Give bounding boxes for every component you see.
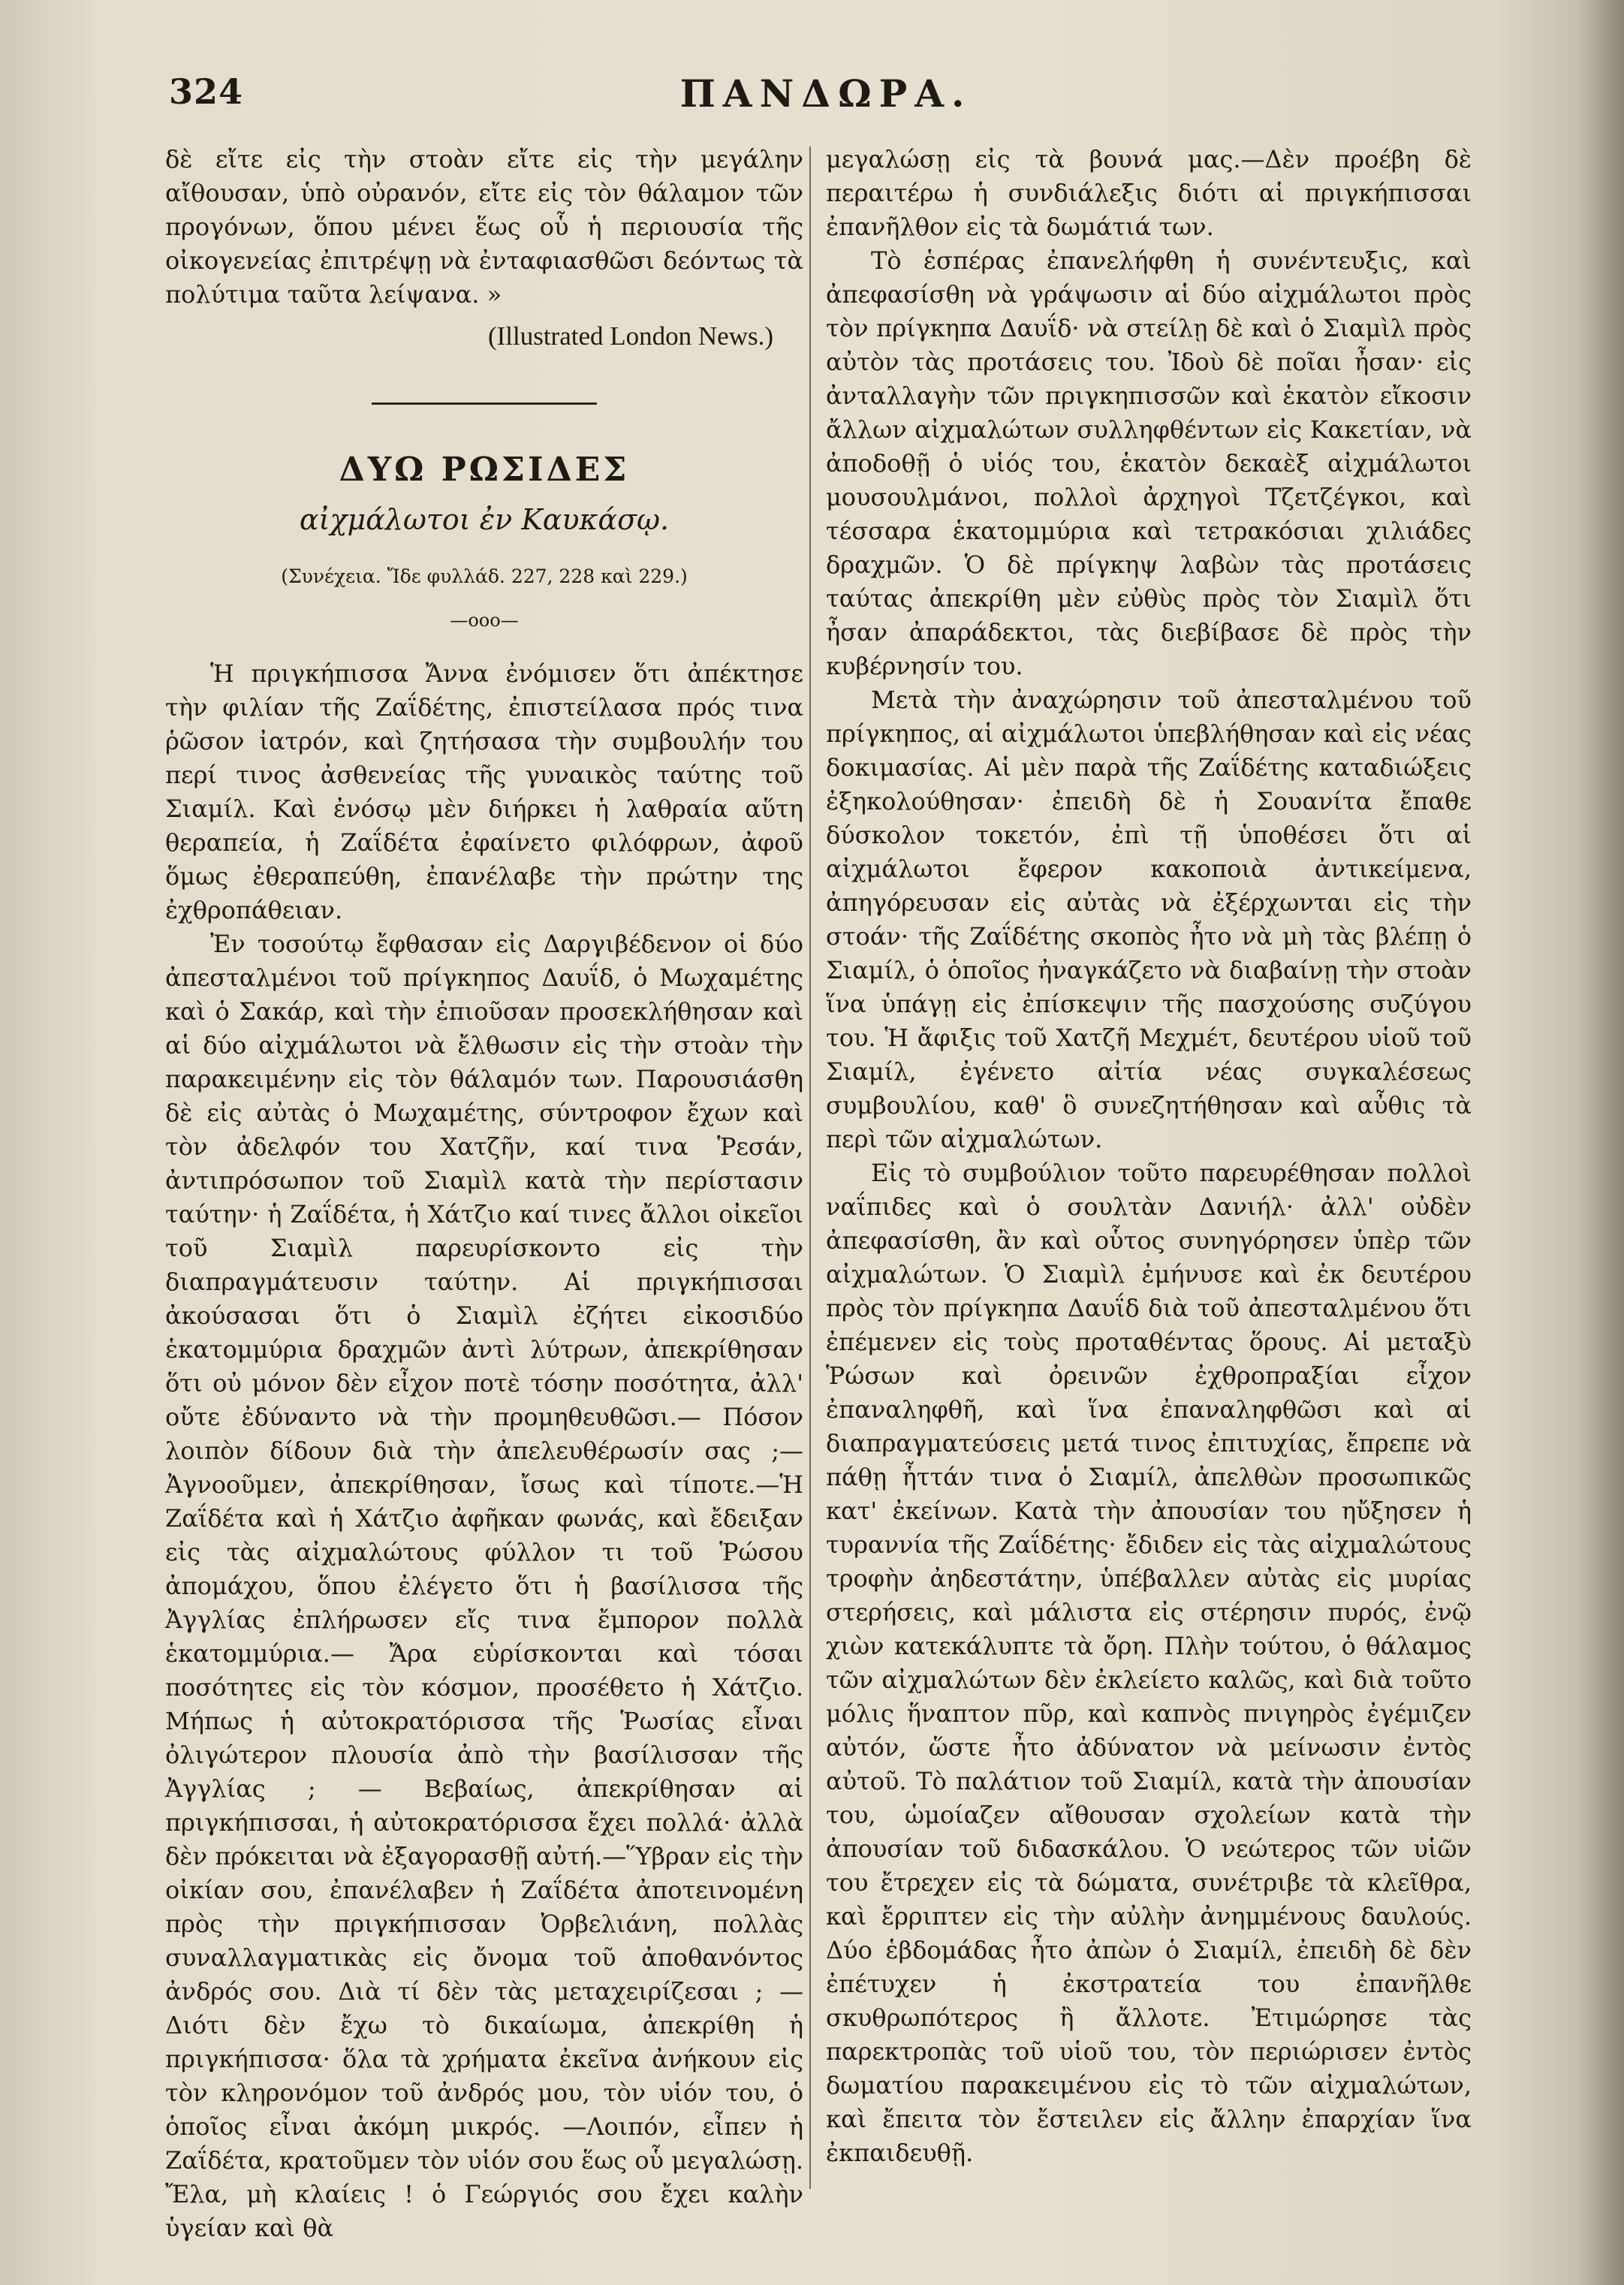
body-paragraph: Τὸ ἑσπέρας ἐπανελήφθη ἡ συνέντευξις, καὶ ἀπεφασίσθη νὰ γράψωσιν αἱ δύο αἰχμάλωτοι πρὸς τὸν πρίγκηπα Δαυΐδ· νὰ στείλῃ δὲ καὶ ὁ Σιαμὶλ πρὸς αὐτὸν τὰς προτάσεις του. Ἰδοὺ δὲ ποῖαι ἦσαν· εἰς ἀνταλλαγὴν τῶν πριγκηπισσῶν καὶ ἑκατὸν εἴκοσιν ἄλλων αἰχμαλώτων συλληφθέντων εἰς Κακετίαν, νὰ ἀποδοθῇ ὁ υἱός του, ἑκατὸν δεκαὲξ αἰχμάλωτοι μουσουλμάνοι, πολλοὶ ἀρχηγοὶ Τζετζέγκοι, καὶ τέσσαρα ἑκατομμύρια καὶ τετρακόσιαι χιλιάδες δραχμῶν. Ὁ δὲ πρίγκηψ λαβὼν τὰς προτάσεις ταύτας ἀπεκρίθη μὲν εὐθὺς πρὸς τὸν Σιαμὶλ ὅτι ἦσαν ἀπαράδεκτοι, τὰς διεβίβασε δὲ πρὸς τὴν κυβέρνησίν του. xyxy=(826,246,1472,680)
journal-title: ΠΑΝΔΩΡΑ. xyxy=(679,71,972,116)
body-paragraph: Εἰς τὸ συμβούλιον τοῦτο παρευρέθησαν πολλοὶ ναΐπιδες καὶ ὁ σουλτὰν Δανιήλ· ἀλλ' οὐδὲν ἀπεφασίσθη, ἂν καὶ οὗτος συνηγόρησεν ὑπὲρ τῶν αἰχμαλώτων. Ὁ Σιαμὶλ ἐμήνυσε καὶ ἐκ δευτέρου πρὸς τὸν πρίγκηπα Δαυΐδ διὰ τοῦ ἀπεσταλμένου ὅτι ἐπέμενεν εἰς τοὺς προταθέντας ὅρους. Αἱ μεταξὺ Ῥώσων καὶ ὀρεινῶν ἐχθροπραξίαι εἶχον ἐπαναληφθῆ, καὶ ἵνα ἐπαναληφθῶσι καὶ αἱ διαπραγματεύσεις μετά τινος ἐπιτυχίας, ἔπρεπε νὰ πάθῃ ἧττάν τινα ὁ Σιαμίλ, ἀπελθὼν προσωπικῶς κατ' ἐκείνων. Κατὰ τὴν ἀπουσίαν του ηὔξησεν ἡ τυραννία τῆς Ζαΐδέτης· ἔδιδεν εἰς τὰς αἰχμαλώτους τροφὴν ἀηδεστάτην, ὑπέβαλλεν αὐτὰς εἰς μυρίας στερήσεις, καὶ μάλιστα εἰς στέρησιν πυρός, ἐνῷ χιὼν κατεκάλυπτε τὰ ὄρη. Πλὴν τούτου, ὁ θάλαμος τῶν αἰχμαλώτων δὲν ἐκλείετο καλῶς, καὶ διὰ τοῦτο μόλις ἥναπτον πῦρ, καὶ καπνὸς πνιγηρὸς ἐγέμιζεν αὐτόν, ὥστε ἦτο ἀδύνατον νὰ μείνωσιν ἐντὸς αὐτοῦ. Τὸ παλάτιον τοῦ Σιαμίλ, κατὰ τὴν ἀπουσίαν του, ὡμοίαζεν αἴθουσαν σχολείων κατὰ τὴν ἀπουσίαν τοῦ διδασκάλου. Ὁ νεώτερος τῶν υἱῶν του ἔτρεχεν εἰς τὰ δώματα, συνέτριβε τὰ κλεῖθρα, καὶ ἔρριπτεν εἰς τὴν αὐλὴν ἀνημμένους δαυλούς. Δύο ἑβδομάδας ἦτο ἀπὼν ὁ Σιαμίλ, ἐπειδὴ δὲ δὲν ἐπέτυχεν ἡ ἐκστρατεία του ἐπανῆλθε σκυθρωπότερος ἢ ἄλλοτε. Ἐτιμώρησε τὰς παρεκτροπὰς τοῦ υἱοῦ του, τὸν περιώρισεν ἐντὸς δωματίου παρακειμένου εἰς τὸ τῶν αἰχμαλώτων, καὶ ἔπειτα τὸν ἔστειλεν εἰς ἄλλην ἐπαρχίαν ἵνα ἐκπαιδευθῇ. xyxy=(826,1159,1472,2167)
running-head xyxy=(169,71,1483,124)
column-rule xyxy=(809,146,811,2189)
continuation-note: (Συνέχεια. Ἴδε φυλλάδ. 227, 228 καὶ 229.) xyxy=(281,565,688,587)
article-title: ΔΥΩ ΡΩΣΙΔΕΣ xyxy=(339,451,630,489)
body-paragraph: μεγαλώσῃ εἰς τὰ βουνά μας.—Δὲν προέβη δὲ περαιτέρω ἡ συνδιάλεξις διότι αἱ πριγκήπισσαι ἐπανῆλθον εἰς τὰ δωμάτιά των. xyxy=(826,145,1472,241)
section-divider xyxy=(372,402,597,405)
body-paragraph: Ἡ πριγκήπισσα Ἄννα ἐνόμισεν ὅτι ἀπέκτησε τὴν φιλίαν τῆς Ζαΐδέτης, ἐπιστείλασα πρός τινα ῥῶσον ἰατρόν, καὶ ζητήσασα τὴν συμβουλήν του περί τινος ἀσθενείας τῆς γυναικὸς ταύτης τοῦ Σιαμίλ. Καὶ ἐνόσῳ μὲν διήρκει ἡ λαθραία αὕτη θεραπεία, ἡ Ζαΐδέτα ἐφαίνετο φιλόφρων, ἀφοῦ ὅμως ἐθεραπεύθη, ἐπανέλαβε τὴν πρώτην της ἐχθροπάθειαν. xyxy=(165,659,803,924)
page-number: 324 xyxy=(169,71,244,112)
opening-paragraph: δὲ εἴτε εἰς τὴν στοὰν εἴτε εἰς τὴν μεγάλην αἴθουσαν, ὑπὸ οὐρανόν, εἴτε εἰς τὸν θάλαμον τῶν προγόνων, ὅπου μένει ἕως οὗ ἡ περιουσία τῆς οἰκογενείας ἐπιτρέψῃ νὰ ἐνταφιασθῶσι δεόντως τὰ πολύτιμα ταῦτα λείψανα. » xyxy=(165,145,803,309)
article-subtitle: αἰχμάλωτοι ἐν Καυκάσῳ. xyxy=(299,503,670,536)
body-paragraph: Μετὰ τὴν ἀναχώρησιν τοῦ ἀπεσταλμένου τοῦ πρίγκηπος, αἱ αἰχμάλωτοι ὑπεβλήθησαν καὶ εἰς νέας δοκιμασίας. Αἱ μὲν παρὰ τῆς Ζαΐδέτης καταδιώξεις ἐξηκολούθησαν· ἐπειδὴ δὲ ἡ Σουανίτα ἔπαθε δύσκολον τοκετόν, ἐπὶ τῇ ὑποθέσει ὅτι αἱ αἰχμάλωτοι ἔφερον κακοποιὰ ἀντικείμενα, ἀπηγόρευσαν εἰς αὐτὰς νὰ ἐξέρχωνται εἰς τὴν στοάν· τῆς Ζαΐδέτης σκοπὸς ἦτο νὰ μὴ τὰς βλέπῃ ὁ Σιαμίλ, ὁ ὁποῖος ἠναγκάζετο νὰ διαβαίνῃ τὴν στοὰν ἵνα ὑπάγῃ εἰς ἐπίσκεψιν τῆς πασχούσης συζύγου του. Ἡ ἄφιξις τοῦ Χατζῆ Μεχμέτ, δευτέρου υἱοῦ τοῦ Σιαμίλ, ἐγένετο αἰτία νέας συγκαλέσεως συμβουλίου, καθ' ὃ συνεζητήθησαν καὶ αὖθις τὰ περὶ τῶν αἰχμαλώτων. xyxy=(826,686,1472,1153)
body-paragraph: Ἐν τοσούτῳ ἔφθασαν εἰς Δαργιβέδενον οἱ δύο ἀπεσταλμένοι τοῦ πρίγκηπος Δαυΐδ, ὁ Μωχαμέτης καὶ ὁ Σακάρ, καὶ τὴν ἐπιοῦσαν προσεκλήθησαν καὶ αἱ δύο αἰχμάλωτοι νὰ ἔλθωσιν εἰς τὴν στοὰν τὴν παρακειμένην εἰς τὸν θάλαμόν των. Παρουσιάσθη δὲ εἰς αὐτὰς ὁ Μωχαμέτης, σύντροφον ἔχων καὶ τὸν ἀδελφόν του Χατζῆν, καί τινα Ῥεσάν, ἀντιπρόσωπον τοῦ Σιαμὶλ κατὰ τὴν περίστασιν ταύτην· ἡ Ζαΐδέτα, ἡ Χάτζιο καί τινες ἄλλοι οἰκεῖοι τοῦ Σιαμὶλ παρευρίσκοντο εἰς τὴν διαπραγμάτευσιν ταύτην. Αἱ πριγκήπισσαι ἀκούσασαι ὅτι ὁ Σιαμὶλ ἐζήτει εἰκοσιδύο ἑκατομμύρια δραχμῶν ἀντὶ λύτρων, ἀπεκρίθησαν ὅτι οὐ μόνον δὲν εἶχον ποτὲ τόσην ποσότητα, ἀλλ' οὔτε ἐδύναντο νὰ τὴν προμηθευθῶσι.— Πόσον λοιπὸν δίδουν διὰ τὴν ἀπελευθέρωσίν σας ;— Ἀγνοοῦμεν, ἀπεκρίθησαν, ἴσως καὶ τίποτε.—Ἡ Ζαΐδέτα καὶ ἡ Χάτζιο ἀφῆκαν φωνάς, καὶ ἔδειξαν εἰς τὰς αἰχμαλώτους φύλλον τι τοῦ Ῥώσου ἀπομάχου, ὅπου ἐλέγετο ὅτι ἡ βασίλισσα τῆς Ἀγγλίας ἐπλήρωσεν εἴς τινα ἔμπορον πολλὰ ἑκατομμύρια.— Ἄρα εὑρίσκονται καὶ τόσαι ποσότητες εἰς τὸν κόσμον, προσέθετο ἡ Χάτζιο. Μήπως ἡ αὐτοκρατόρισσα τῆς Ῥωσίας εἶναι ὀλιγώτερον πλουσία ἀπὸ τὴν βασίλισσαν τῆς Ἀγγλίας ; — Βεβαίως, ἀπεκρίθησαν αἱ πριγκήπισσαι, ἡ αὐτοκρατόρισσα ἔχει πολλά· ἀλλὰ δὲν πρόκειται νὰ ἐξαγορασθῇ αὐτή.—Ὕβραν εἰς τὴν οἰκίαν σου, ἐπανέλαβεν ἡ Ζαΐδέτα ἀποτεινομένη πρὸς τὴν πριγκήπισσαν Ὀρβελιάνη, πολλὰς συναλλαγματικὰς εἰς ὄνομα τοῦ ἀποθανόντος ἀνδρός σου. Διὰ τί δὲν τὰς μεταχειρίζεσαι ; — Διότι δὲν ἔχω τὸ δικαίωμα, ἀπεκρίθη ἡ πριγκήπισσα· ὅλα τὰ χρήματα ἐκεῖνα ἀνήκουν εἰς τὸν κληρονόμον τοῦ ἀνδρός μου, τὸν υἱόν του, ὁ ὁποῖος εἶναι ἀκόμη μικρός. —Λοιπόν, εἶπεν ἡ Ζαΐδέτα, κρατοῦμεν τὸν υἱόν σου ἕως οὗ μεγαλώσῃ. Ἔλα, μὴ κλαίεις ! ὁ Γεώργιός σου ἔχει καλὴν ὑγείαν καὶ θὰ xyxy=(165,930,803,2242)
ornament: —οοο— xyxy=(450,610,519,631)
left-column xyxy=(165,143,803,2242)
right-column xyxy=(826,143,1472,2215)
source-citation: (Illustrated London News.) xyxy=(487,321,773,351)
page-edge-shadow xyxy=(1579,0,1624,2285)
